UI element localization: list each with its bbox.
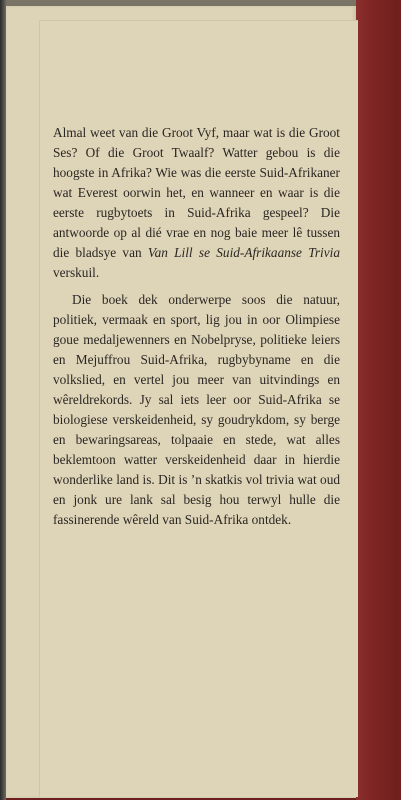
paragraph-1-ending: verskuil.	[53, 265, 100, 280]
blurb-text	[53, 123, 340, 530]
book-title: Van Lill se Suid-Afrikaanse Trivia	[147, 245, 340, 260]
blurb-paragraph-1	[53, 123, 340, 283]
blurb-paragraph-2: Die boek dek onderwerpe soos die natuur, politiek, vermaak en sport, lig jou in oor Olimpiese goue medaljewenners en Nobelpryse, politieke leiers en Mejuffrou Suid-Afrika, rugbybyname en die volkslied, en vertel jou meer van uitvindings en wêreldrekords. Jy sal iets leer oor Suid-Afrika se biologiese verskeidenheid, sy goudrykdom, sy berge en bewaringsareas, tolpaaie en stede, wat alles beklemtoon watter verskeidenheid daar in hierdie wonderlike land is. Dit is ’n skatkis vol trivia wat oud en jonk ure lank sal besig hou terwyl hulle die fassinerende wêreld van Suid-Afrika ontdek.	[53, 292, 340, 527]
book-cover-spine	[356, 0, 401, 800]
paragraph-1-text: Almal weet van die Groot Vyf, maar wat is die Groot Ses? Of die Groot Twaalf? Watter gebou is die hoogste in Afrika? Wie was die eerste Suid-Afrikaner wat Everest oorwin het, en wanneer en waar is die eerste rugbytoets in Suid-Afrika gespeel? Die antwoorde op al dié vrae en nog baie meer lê tussen die bladsye van	[53, 125, 340, 260]
